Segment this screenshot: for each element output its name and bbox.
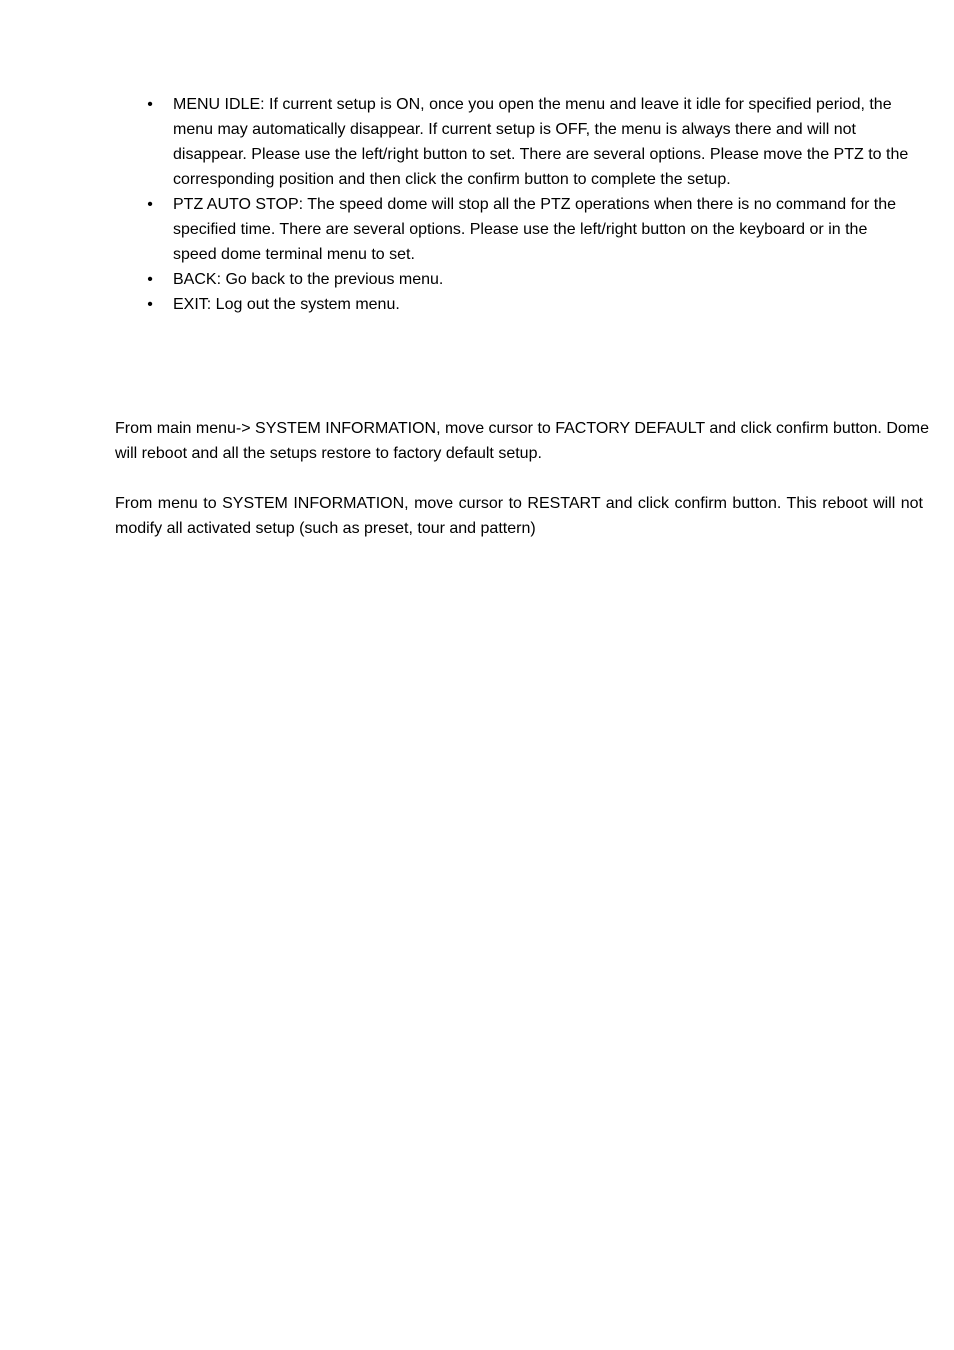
list-item-text: BACK: Go back to the previous menu. — [173, 271, 444, 288]
menu-options-list — [115, 92, 915, 317]
bullet-icon: • — [147, 296, 153, 313]
list-item-ptz-auto-stop — [115, 192, 915, 267]
bullet-icon: • — [147, 196, 153, 213]
list-item-menu-idle — [115, 92, 915, 192]
list-item-text: PTZ AUTO STOP: The speed dome will stop all the PTZ operations when there is no command for the specified time. There are several options. Please use the left/right button on the keyboard or in the speed dome terminal menu to set. — [173, 196, 897, 263]
list-item-text: EXIT: Log out the system menu. — [173, 296, 400, 313]
bullet-icon: • — [147, 96, 153, 113]
factory-default-paragraph: From main menu-> SYSTEM INFORMATION, move cursor to FACTORY DEFAULT and click confirm button. Dome will reboot and all the setups restore to factory default setup. — [115, 420, 929, 462]
list-item-back — [115, 267, 915, 292]
list-item-exit — [115, 292, 915, 317]
bullet-icon: • — [147, 271, 153, 288]
list-item-text: MENU IDLE: If current setup is ON, once you open the menu and leave it idle for specified period, the menu may automatically disappear. If current setup is OFF, the menu is always there and will not disappear. Please use the left/right button to set. There are several options. Please move the PTZ to the corresponding position and then click the confirm button to complete the setup. — [173, 96, 909, 188]
restart-paragraph: From menu to SYSTEM INFORMATION, move cursor to RESTART and click confirm button. This reboot will not modify all activated setup (such as preset, tour and pattern) — [115, 495, 923, 537]
